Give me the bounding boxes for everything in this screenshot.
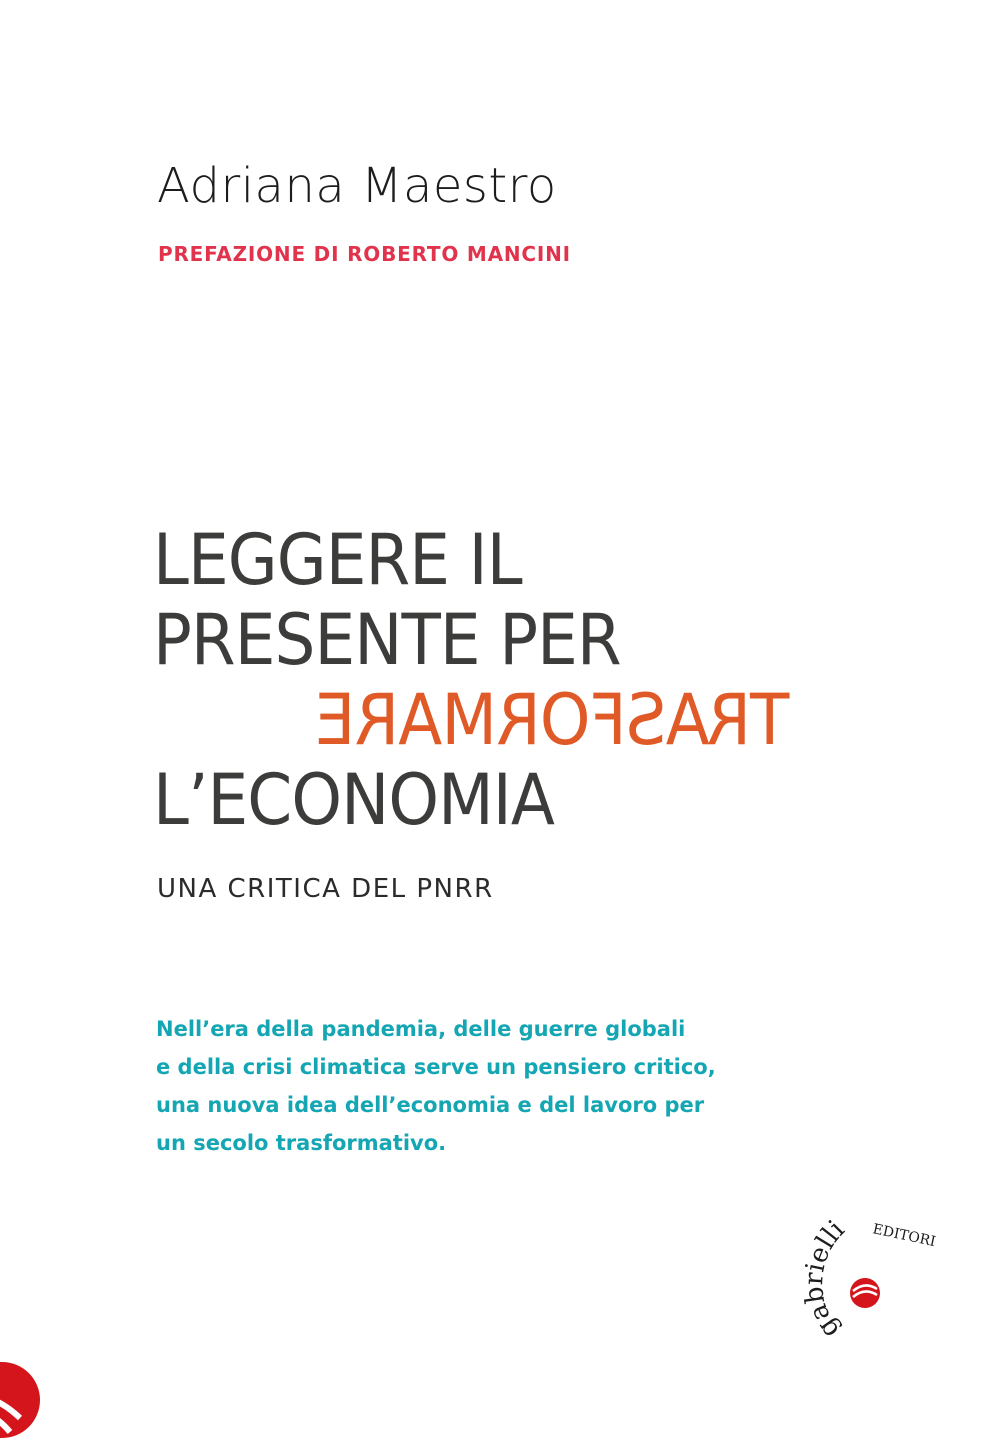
subtitle: UNA CRITICA DEL PNRR — [157, 874, 494, 904]
publisher-name-arc: gabrielli — [799, 1214, 851, 1335]
blurb-line: una nuova idea dell’economia e del lavoro per — [156, 1093, 705, 1117]
blurb-line: un secolo trasformativo. — [156, 1131, 447, 1155]
publisher-suffix: EDITORI — [871, 1221, 937, 1251]
title-line-1: LEGGERE IL — [153, 519, 522, 601]
red-sphere-icon — [0, 1360, 42, 1440]
publisher-logo-icon — [795, 1195, 955, 1335]
publisher-logo — [795, 1195, 955, 1335]
blurb-line: Nell’era della pandemia, delle guerre globali — [156, 1017, 686, 1041]
corner-logo-mark — [0, 1360, 42, 1440]
author-name: Adriana Maestro — [157, 158, 557, 214]
blurb — [156, 1010, 856, 1162]
title-line-mirrored: TRASFORMARE — [315, 679, 790, 761]
svg-text:gabrielli — [799, 1215, 851, 1335]
title-line-2: PRESENTE PER — [153, 599, 621, 681]
blurb-line: e della crisi climatica serve un pensiero critico, — [156, 1055, 716, 1079]
title-line-4: L’ECONOMIA — [153, 759, 554, 841]
preface-credit: PREFAZIONE DI ROBERTO MANCINI — [158, 242, 571, 266]
book-title — [153, 519, 790, 841]
